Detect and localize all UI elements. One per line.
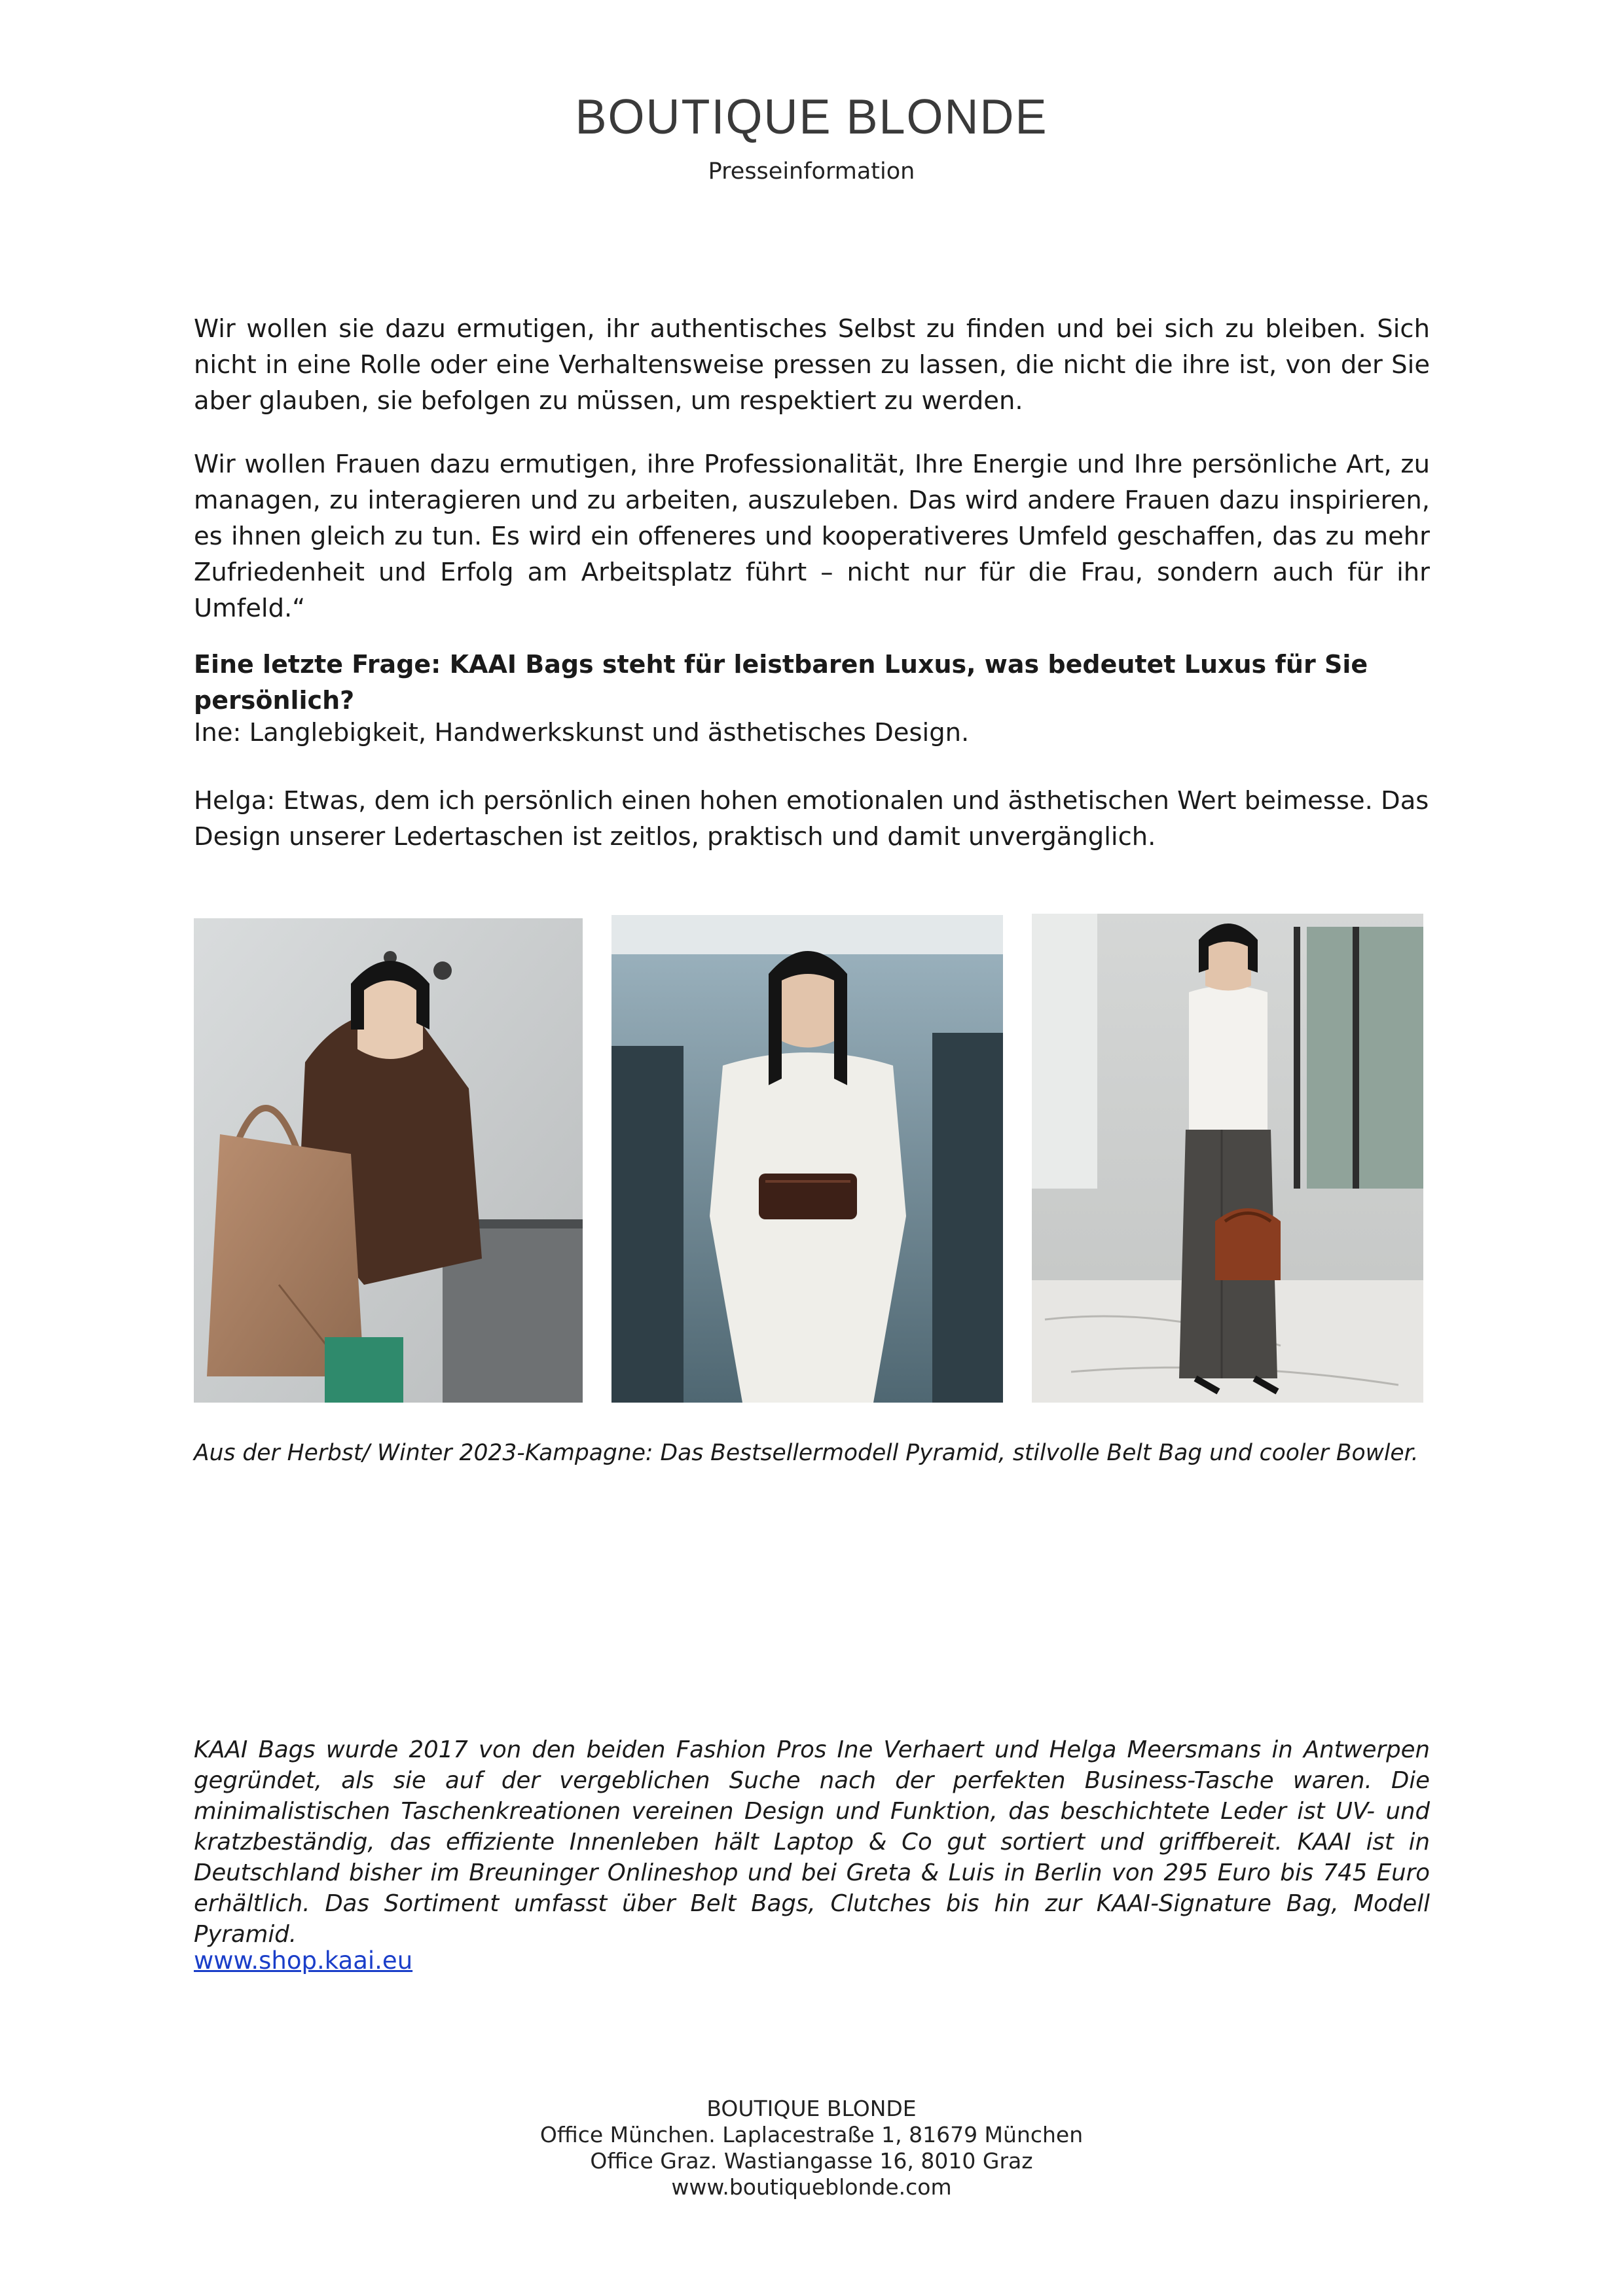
- footer-office-graz: Office Graz. Wastiangasse 16, 8010 Graz: [590, 2148, 1033, 2174]
- shop-link[interactable]: www.shop.kaai.eu: [194, 1946, 413, 1975]
- paragraph-2: Wir wollen Frauen dazu ermutigen, ihre Professionalität, Ihre Energie und Ihre persönliche Art, zu managen, zu interagieren und zu arbeiten, auszuleben. Das wird andere Frauen dazu inspirieren, es ihnen gleich zu tun. Es wird ein offeneres und kooperativeres Umfeld geschaffen, das zu mehr Zufriedenheit und Erfolg am Arbeitsplatz führt – nicht nur für die Frau, sondern auch für ihr Umfeld.“: [194, 450, 1430, 623]
- photo-bowler-bag: [1032, 914, 1423, 1403]
- campaign-photos: [194, 915, 1430, 1403]
- photo-pyramid-bag: [194, 918, 583, 1403]
- answer-helga: Helga: Etwas, dem ich persönlich einen hohen emotionalen und ästhetischen Wert beimesse. Das Design unserer Ledertaschen ist zeitlos, praktisch und damit unvergänglich.: [194, 786, 1429, 852]
- logo: BOUTIQUE BLONDE: [575, 90, 1048, 145]
- paragraph-1: Wir wollen sie dazu ermutigen, ihr authentisches Selbst zu finden und bei sich zu bleiben. Sich nicht in eine Rolle oder eine Verhaltensweise pressen zu lassen, die nicht die ihre ist, von der Sie aber glauben, sie befolgen zu müssen, um respektiert zu werden.: [194, 314, 1430, 416]
- footer-website: www.boutiqueblonde.com: [671, 2174, 952, 2200]
- footer-office-munich: Office München. Laplacestraße 1, 81679 München: [539, 2122, 1084, 2147]
- interview-question: Eine letzte Frage: KAAI Bags steht für leistbaren Luxus, was bedeutet Luxus für Sie persönlich?: [194, 650, 1368, 715]
- about-kaai: KAAI Bags wurde 2017 von den beiden Fashion Pros Ine Verhaert und Helga Meersmans in Antwerpen gegründet, als sie auf der vergeblichen Suche nach der perfekten Business-Tasche waren. Die minimalistischen Taschenkreationen vereinen Design und Funktion, das beschichtete Leder ist UV- und kratzbeständig, das effiziente Innenleben hält Laptop & Co gut sortiert und griffbereit. KAAI ist in Deutschland bisher im Breuninger Onlineshop und bei Greta & Luis in Berlin von 295 Euro bis 745 Euro erhältlich. Das Sortiment umfasst über Belt Bags, Clutches bis hin zur KAAI-Signature Bag, Modell Pyramid.: [194, 1736, 1430, 1948]
- answer-ine: Ine: Langlebigkeit, Handwerkskunst und ästhetisches Design.: [194, 718, 970, 747]
- footer: [0, 2096, 1623, 2200]
- body-text: [194, 311, 1430, 419]
- photo-belt-bag: [611, 915, 1003, 1403]
- page-subtitle: Presseinformation: [708, 158, 915, 185]
- footer-company: BOUTIQUE BLONDE: [706, 2096, 917, 2121]
- photo-caption: Aus der Herbst/ Winter 2023-Kampagne: Das Bestsellermodell Pyramid, stilvolle Belt Bag und cooler Bowler.: [194, 1440, 1419, 1466]
